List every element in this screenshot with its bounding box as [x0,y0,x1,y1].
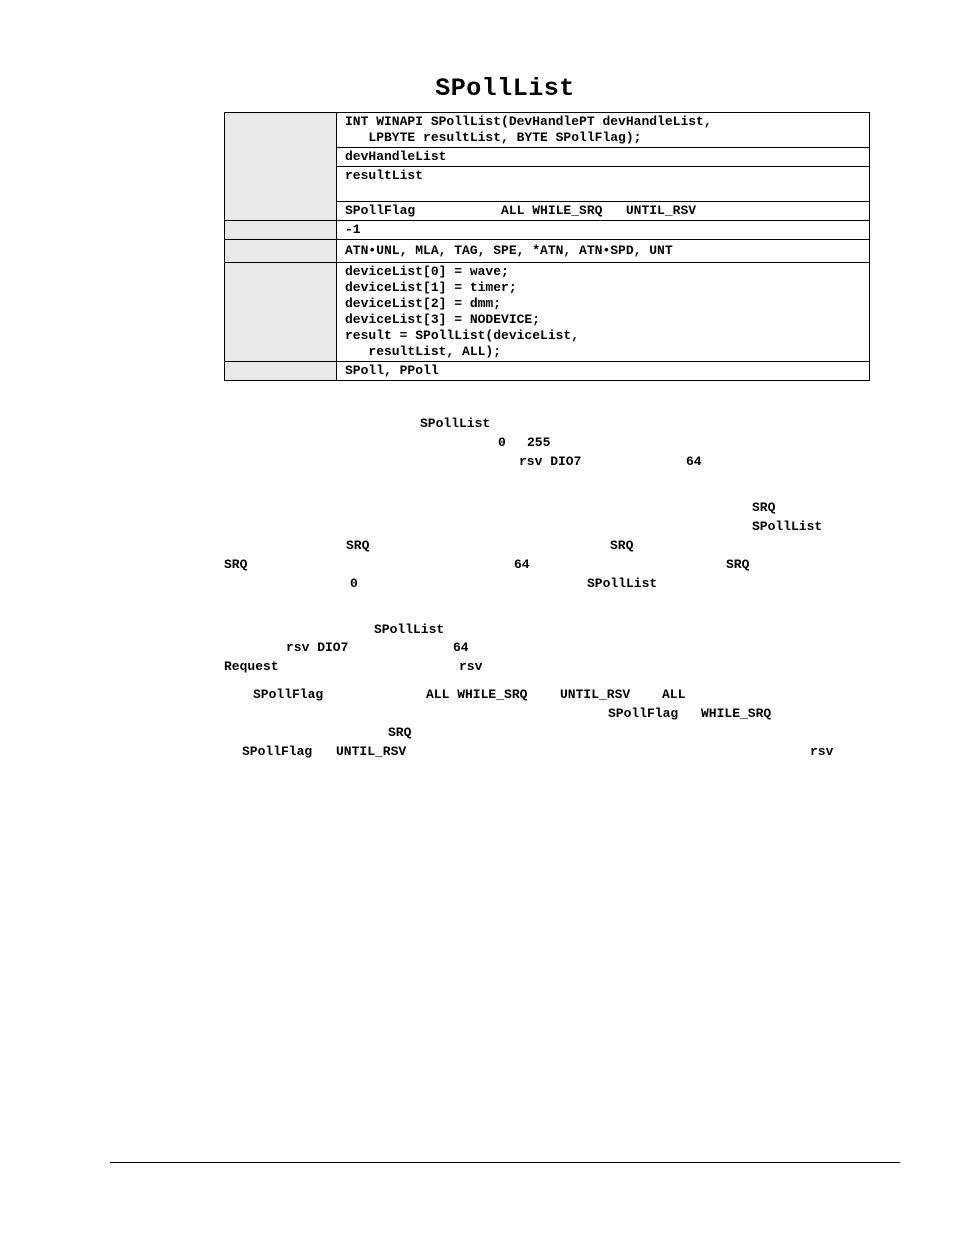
bus-states-cell: ATN•UNL, MLA, TAG, SPE, *ATN, ATN•SPD, UNT [337,240,870,263]
see-also-cell: SPoll, PPoll [337,362,870,381]
text-fragment: UNTIL_RSV [336,744,407,759]
text-fragment: 0 [350,576,358,591]
see-also-label-cell [225,362,337,381]
function-reference-table [224,112,870,381]
text-fragment: rsv [810,744,834,759]
text-fragment: Request [224,659,279,674]
text-fragment: 64 [514,557,530,572]
text-fragment: rsv DIO7 [286,640,349,655]
see-also-row [225,362,870,381]
text-fragment: 64 [453,640,469,655]
example-row [225,263,870,362]
text-fragment: SRQ [610,538,634,553]
bus-states-row [225,240,870,263]
param-resultlist-cell: resultList [337,167,870,202]
text-fragment: SPollList [587,576,658,591]
text-fragment: 255 [527,435,551,450]
text-fragment: SPollList [752,519,823,534]
param-devhandlelist-cell: devHandleList [337,148,870,167]
return-value-row [225,221,870,240]
return-label-cell [225,221,337,240]
text-fragment: SPollList [374,622,445,637]
text-fragment: SRQ [752,500,776,515]
footer-rule [110,1162,900,1163]
return-value-cell: -1 [337,221,870,240]
example-cell: deviceList[0] = wave; deviceList[1] = timer; deviceList[2] = dmm; deviceList[3] = NODEVICE; result = SPollList(deviceList, resultList, ALL); [337,263,870,362]
text-fragment: SPollFlag [242,744,313,759]
text-fragment: SRQ [388,725,412,740]
page-title: SPollList [435,74,575,103]
text-fragment: ALL WHILE_SRQ [426,687,528,702]
text-fragment: SPollFlag [608,706,679,721]
bus-states-label-cell [225,240,337,263]
text-fragment: SRQ [224,557,248,572]
text-fragment: rsv [459,659,483,674]
text-fragment: ALL [662,687,686,702]
text-fragment: rsv DIO7 [519,454,582,469]
syntax-label-cell [225,113,337,221]
text-fragment: 64 [686,454,702,469]
param-spollflag-cell: SPollFlag ALL WHILE_SRQ UNTIL_RSV [337,202,870,221]
syntax-cell: INT WINAPI SPollList(DevHandlePT devHandleList, LPBYTE resultList, BYTE SPollFlag); [337,113,870,148]
text-fragment: SRQ [726,557,750,572]
example-label-cell [225,263,337,362]
syntax-row [225,113,870,148]
text-fragment: 0 [498,435,506,450]
text-fragment: UNTIL_RSV [560,687,631,702]
text-fragment: SPollList [420,416,491,431]
text-fragment: SPollFlag [253,687,324,702]
text-fragment: WHILE_SRQ [701,706,772,721]
text-fragment: SRQ [346,538,370,553]
